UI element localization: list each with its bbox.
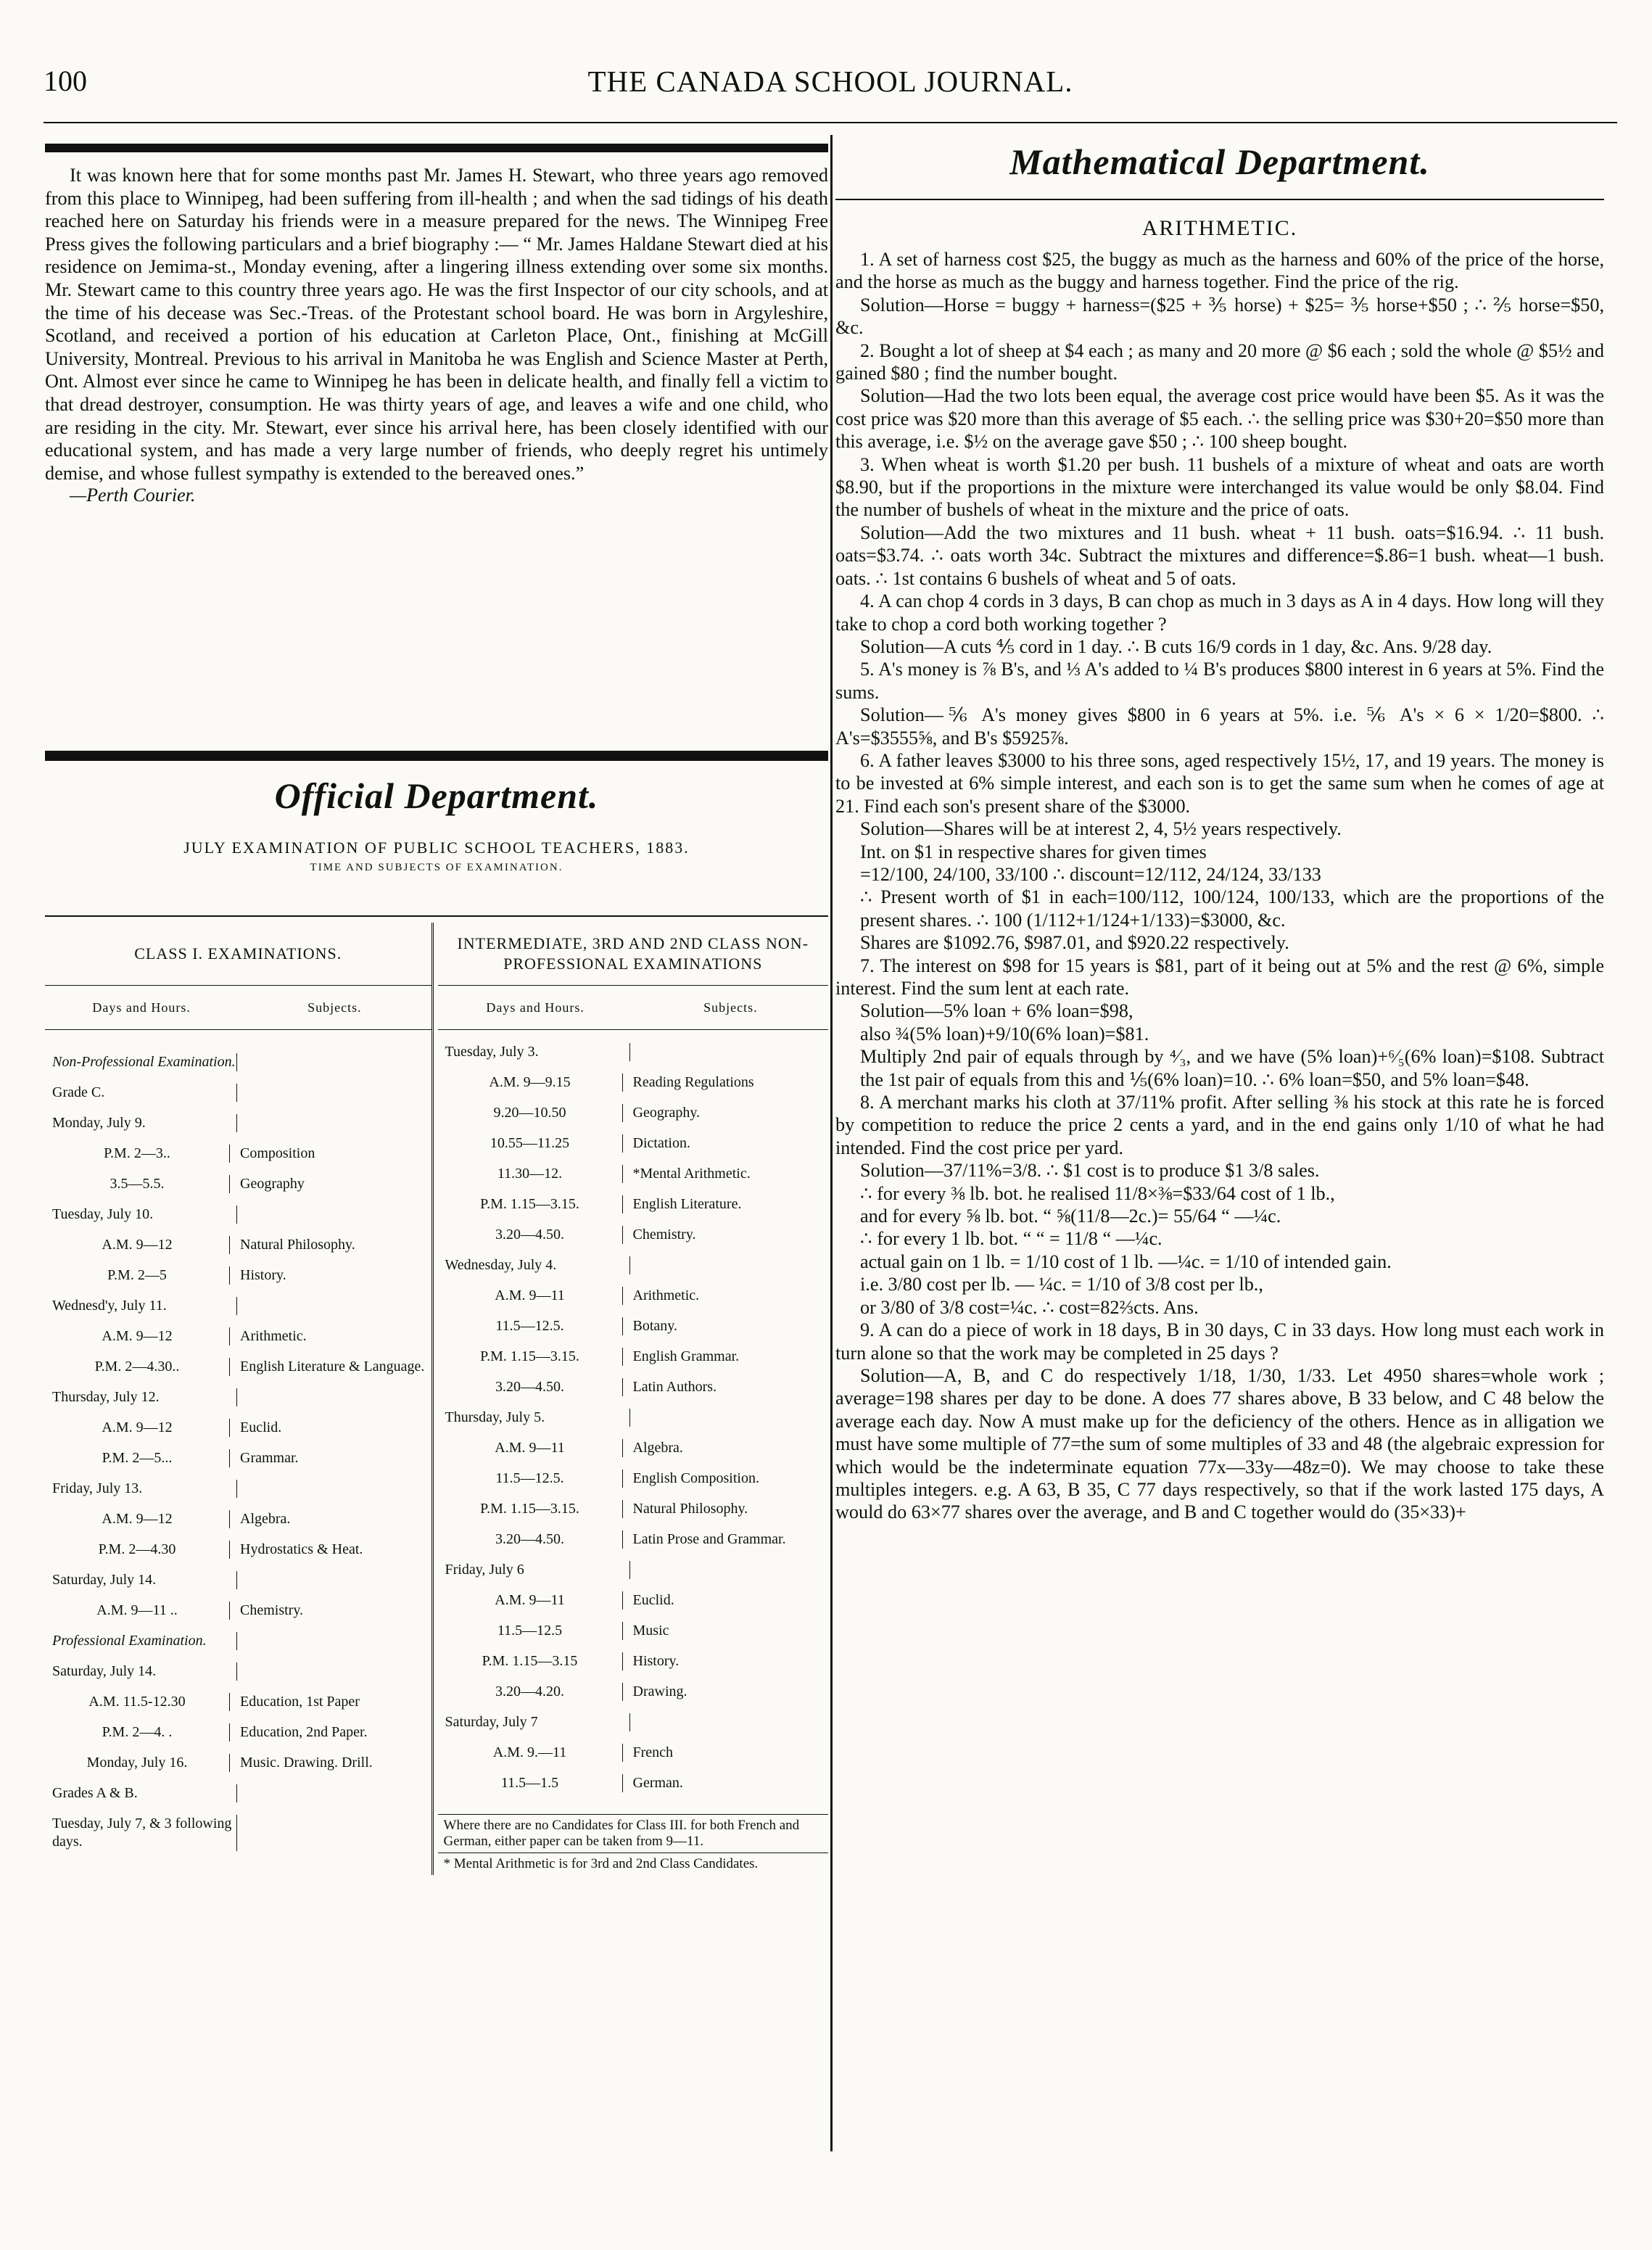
math-paragraph: Solution—Horse = buggy + harness=($25 + ⅗ horse) + $25= ⅗ horse+$50 ; ∴ ⅖ horse=$50, &c. xyxy=(835,294,1604,339)
timetable-subject xyxy=(236,1480,431,1498)
timetable-subject: Arithmetic. xyxy=(622,1287,828,1305)
timetable-row xyxy=(45,1693,431,1711)
timetable-subject: Algebra. xyxy=(622,1439,828,1457)
timetable-day-hour: 11.5—12.5. xyxy=(495,1470,564,1486)
timetable-day-hour: A.M. 9—12 xyxy=(102,1419,173,1435)
arithmetic-heading: ARITHMETIC. xyxy=(1141,216,1298,240)
timetable-day-hour: Thursday, July 12. xyxy=(52,1389,160,1405)
math-paragraph: actual gain on 1 lb. = 1/10 cost of 1 lb. —¼c. = 1/10 of intended gain. xyxy=(860,1250,1392,1272)
math-paragraph: Solution—⅚ A's money gives $800 in 6 years at 5%. i.e. ⅚ A's × 6 × 1/20=$800. ∴ A's=$3555⅝, and B's $5925⅞. xyxy=(835,704,1604,749)
timetable-day-hour: A.M. 9—12 xyxy=(102,1511,173,1527)
timetable-day-hour: Saturday, July 7 xyxy=(445,1714,538,1730)
obituary-top-rule xyxy=(45,144,828,152)
timetable-day-hour: P.M. 2—3.. xyxy=(104,1145,170,1161)
timetable-row xyxy=(438,1713,828,1731)
class-one-rows xyxy=(45,1030,431,1851)
timetable-row xyxy=(45,1327,431,1346)
math-paragraph: 2. Bought a lot of sheep at $4 each ; as many and 20 more @ $6 each ; sold the whole @ $5½ and gained $80 ; find the number bought. xyxy=(835,339,1604,384)
timetable-day-hour: A.M. 9—12 xyxy=(102,1237,173,1253)
math-paragraph: ∴ for every ⅜ lb. bot. he realised 11/8×⅜=$33/64 cost of 1 lb., xyxy=(860,1182,1335,1204)
timetable-subject: Reading Regulations xyxy=(622,1074,828,1092)
timetable-row xyxy=(45,1784,431,1802)
official-rule xyxy=(45,915,828,917)
obituary-source: —Perth Courier. xyxy=(70,485,196,506)
timetable-subject xyxy=(236,1297,431,1315)
timetable-day-hour: P.M. 2—5... xyxy=(102,1450,173,1466)
timetable-day-hour: A.M. 9—11 xyxy=(495,1592,565,1608)
timetable-day-hour: A.M. 9—11 xyxy=(495,1287,565,1303)
timetable-row xyxy=(438,1652,828,1670)
obituary-text: It was known here that for some months past Mr. James H. Stewart, who three years ago removed from this place to Winnipeg, had been suffering from ill-health ; and when the sad tidings of his death reached here on Saturday his friends were in a measure prepared for the news. The Winnipeg Free Press gives the following particulars and a brief biography :— “ Mr. James Haldane Stewart died at his residence on Jemima-st., Monday evening, after a lingering illness extending over some six months. Mr. Stewart came to this country three years ago. He was the first Inspector of our city schools, and at the time of his decease was Sec.-Treas. of the Protestant school board. He was born in Argyleshire, Scotland, and received a portion of his education at Carleton Place, Ont., finishing at McGill University, Montreal. Previous to his arrival in Manitoba he was English and Science Master at Perth, Ont. Almost ever since he came to Winnipeg he has been in delicate health, and finally fell a victim to that dread destroyer, consumption. He was thirty years of age, and leaves a wife and one child, who are residing in the city. Mr. Stewart, ever since his arrival here, has been closely identified with our educational system, and has made a very large number of friends, who deeply regret his untimely demise, and whose fullest sympathy is extended to the bereaved ones.” xyxy=(45,165,828,484)
math-paragraph: 1. A set of harness cost $25, the buggy as much as the harness and 60% of the price of the horse, and the horse as much as the buggy and harness together. Find the price of the rig. xyxy=(835,249,1604,293)
obituary-body xyxy=(45,164,828,485)
math-paragraph: also ¾(5% loan)+9/10(6% loan)=$81. xyxy=(860,1023,1149,1044)
timetable-subject: Composition xyxy=(229,1145,431,1163)
days-hours-heading: Days and Hours. xyxy=(486,1000,585,1015)
timetable-row xyxy=(438,1195,828,1213)
obituary-bottom-rule xyxy=(45,751,828,761)
exam-note: Where there are no Candidates for Class III. for both French and German, either paper can be taken from 9—11. xyxy=(438,1814,828,1853)
timetable-subject: Euclid. xyxy=(622,1591,828,1610)
class-one-column-heads xyxy=(45,986,431,1030)
timetable-subject: Education, 2nd Paper. xyxy=(229,1723,431,1742)
timetable-subject: Natural Philosophy. xyxy=(622,1500,828,1518)
timetable-day-hour: 11.5—1.5 xyxy=(500,1775,559,1791)
timetable-row xyxy=(438,1409,828,1427)
timetable-day-hour: P.M. 1.15—3.15. xyxy=(480,1348,579,1364)
math-title-rule xyxy=(835,199,1604,200)
timetable-day-hour: Wednesday, July 4. xyxy=(445,1257,557,1273)
timetable-day-hour: 10.55—11.25 xyxy=(490,1135,570,1151)
page-header xyxy=(44,64,1617,107)
timetable-subject xyxy=(236,1815,431,1851)
math-paragraph: i.e. 3/80 cost per lb. — ¼c. = 1/10 of 3/8 cost per lb., xyxy=(860,1274,1263,1295)
page-number: 100 xyxy=(44,65,87,97)
timetable-subject: English Literature. xyxy=(622,1195,828,1213)
timetable-row xyxy=(438,1439,828,1457)
math-paragraph: Solution—A cuts ⅘ cord in 1 day. ∴ B cuts 16/9 cords in 1 day, &c. Ans. 9/28 day. xyxy=(860,635,1492,657)
timetable-row xyxy=(45,1206,431,1224)
timetable-row xyxy=(438,1561,828,1579)
timetable-row xyxy=(45,1449,431,1467)
timetable-subject: Botany. xyxy=(622,1317,828,1335)
timetable-day-hour: 11.5—12.5 xyxy=(497,1623,563,1639)
timetable-subject: History. xyxy=(229,1266,431,1285)
timetable-subject: Grammar. xyxy=(229,1449,431,1467)
timetable-subject xyxy=(629,1713,828,1731)
timetable-row xyxy=(45,1358,431,1376)
timetable-day-hour: P.M. 2—4. . xyxy=(102,1724,173,1740)
journal-title: THE CANADA SCHOOL JOURNAL. xyxy=(587,65,1073,98)
timetable-subject: Music. Drawing. Drill. xyxy=(229,1754,431,1772)
math-paragraph: 3. When wheat is worth $1.20 per bush. 11 bushels of a mixture of wheat and oats are worth $8.90, but if the proportions in the mixture were interchanged its value would be only $8.04. Find the number of bushels of wheat in the mixture and the price of oats. xyxy=(835,453,1604,521)
timetable-row xyxy=(45,1053,431,1071)
math-department xyxy=(835,135,1604,1524)
timetable-day-hour: A.M. 9.—11 xyxy=(492,1744,567,1760)
timetable-row xyxy=(45,1632,431,1650)
timetable-subject xyxy=(236,1206,431,1224)
intermediate-rows xyxy=(438,1030,828,1792)
timetable-subject: French xyxy=(622,1744,828,1762)
timetable-subject xyxy=(629,1256,828,1274)
timetable-day-hour: 11.30—12. xyxy=(497,1166,563,1182)
timetable-subject xyxy=(629,1561,828,1579)
timetable-subject: Natural Philosophy. xyxy=(229,1236,431,1254)
math-paragraph: =12/100, 24/100, 33/100 ∴ discount=12/112, 24/124, 33/133 xyxy=(860,863,1321,885)
timetable-row xyxy=(45,1084,431,1102)
math-paragraph: Solution—Had the two lots been equal, the average cost price would have been $5. As it was the cost price was $20 more than this average of $5 each. ∴ the selling price was $30+20=$50 more than this average, i.e. $½ on the average gave $50 ; ∴ 100 sheep bought. xyxy=(835,385,1604,453)
math-paragraph: Int. on $1 in respective shares for given times xyxy=(860,841,1207,862)
timetable-row xyxy=(438,1774,828,1792)
timetable-day-hour: A.M. 9—11 .. xyxy=(96,1602,178,1618)
timetable-day-hour: A.M. 9—12 xyxy=(102,1328,173,1344)
timetable-subject: Chemistry. xyxy=(622,1226,828,1244)
timetable-day-hour: Professional Examination. xyxy=(52,1633,207,1649)
timetable-row xyxy=(45,1114,431,1132)
timetable-row xyxy=(438,1074,828,1092)
timetable-subject: Hydrostatics & Heat. xyxy=(229,1541,431,1559)
timetable-subject: Drawing. xyxy=(622,1683,828,1701)
math-paragraph: Solution—A, B, and C do respectively 1/18, 1/30, 1/33. Let 4950 shares=whole work ; average=198 shares per day to be done. A does 77 shares above, B 33 below, and C 48 below the average each day. Now A must make up for the deficiency of the others. Hence as in alligation we must have some multiple of 77=the sum of some multiples of 33 and 48 (the algebraic expression for which would be the indeterminate equation 77x—33y—48z=0). We may choose to take these multiples integers. e.g. A 63, B 35, C 77 days respectively, so that if the work lasted 175 days, A would do 63×77 shares over the average, and B and C together would do (35×33)+ xyxy=(835,1364,1604,1523)
timetable-row xyxy=(45,1510,431,1528)
timetable-row xyxy=(438,1226,828,1244)
math-paragraph: and for every ⅝ lb. bot. “ ⅝(11/8—2c.)= 55/64 “ —¼c. xyxy=(860,1206,1281,1227)
timetable-row xyxy=(45,1145,431,1163)
class-one-exams xyxy=(45,923,434,1875)
timetable-subject xyxy=(629,1043,828,1061)
math-paragraph: Solution—Add the two mixtures and 11 bush. wheat + 11 bush. oats=$16.94. ∴ 11 bush. oats=$3.74. ∴ oats worth 34c. Subtract the mixtures and difference=$.86=1 bush. wheat—1 bush. oats. ∴ 1st contains 6 bushels of wheat and 5 of oats. xyxy=(835,522,1604,589)
timetable-row xyxy=(45,1602,431,1620)
math-paragraph: 8. A merchant marks his cloth at 37/11% profit. After selling ⅜ his stock at this rate he is forced by competition to reduce the price 2 cents a yard, and in the end gains only 1/10 of what he had intended. Find the cost price per yard. xyxy=(835,1092,1604,1158)
timetable-row xyxy=(438,1530,828,1549)
subjects-heading: Subjects. xyxy=(703,1000,758,1015)
timetable-day-hour: P.M. 2—4.30.. xyxy=(94,1359,180,1375)
timetable-subject: Latin Prose and Grammar. xyxy=(622,1530,828,1549)
math-paragraph: ∴ for every 1 lb. bot. “ “ = 11/8 “ —¼c. xyxy=(860,1228,1162,1250)
timetable-row xyxy=(438,1134,828,1153)
math-title: Mathematical Department. xyxy=(1009,141,1430,182)
timetable-row xyxy=(438,1256,828,1274)
timetable-day-hour: Tuesday, July 7, & 3 following days. xyxy=(52,1816,232,1850)
timetable-row xyxy=(45,1480,431,1498)
timetable-day-hour: Saturday, July 14. xyxy=(52,1572,157,1588)
math-paragraph: 5. A's money is ⅞ B's, and ⅓ A's added to ¼ B's produces $800 interest in 6 years at 5%. Find the sums. xyxy=(835,659,1604,703)
timetable-day-hour: P.M. 1.15—3.15. xyxy=(480,1501,579,1517)
timetable-day-hour: 3.20—4.50. xyxy=(495,1531,565,1547)
timetable-row xyxy=(438,1348,828,1366)
timetable-subject: Algebra. xyxy=(229,1510,431,1528)
subjects-heading: Subjects. xyxy=(307,1000,362,1015)
timetable-day-hour: 3.20—4.50. xyxy=(495,1379,565,1395)
timetable-row xyxy=(438,1287,828,1305)
timetable-row xyxy=(438,1165,828,1183)
timetable-day-hour: Monday, July 9. xyxy=(52,1115,146,1131)
math-paragraph: Solution—5% loan + 6% loan=$98, xyxy=(860,1000,1133,1022)
timetable-subject xyxy=(236,1388,431,1406)
math-paragraph: 9. A can do a piece of work in 18 days, B in 30 days, C in 33 days. How long must each work in turn alone so that the work may be completed in 25 days ? xyxy=(835,1319,1604,1364)
timetable-subject: Euclid. xyxy=(229,1419,431,1437)
timetable-day-hour: Tuesday, July 10. xyxy=(52,1206,154,1222)
timetable-row xyxy=(438,1317,828,1335)
timetable-day-hour: 11.5—12.5. xyxy=(495,1318,564,1334)
header-rule xyxy=(44,122,1617,123)
timetable-day-hour: Wednesd'y, July 11. xyxy=(52,1298,167,1314)
math-paragraph: Multiply 2nd pair of equals through by ⁴⁄₃, and we have (5% loan)+⁶⁄₅(6% loan)=$108. Subtract the 1st pair of equals from this and ⅕(6% loan)=10. ∴ 6% loan=$50, and 5% loan=$48. xyxy=(860,1046,1604,1090)
timetable-subject: English Grammar. xyxy=(622,1348,828,1366)
timetable-day-hour: Friday, July 6 xyxy=(445,1562,524,1578)
timetable-day-hour: P.M. 2—5 xyxy=(107,1267,167,1283)
timetable-row xyxy=(45,1175,431,1193)
timetable-subject xyxy=(236,1084,431,1102)
timetable-day-hour: Friday, July 13. xyxy=(52,1480,143,1496)
timetable-day-hour: A.M. 9—11 xyxy=(495,1440,565,1456)
timetable-row xyxy=(438,1683,828,1701)
timetable-row xyxy=(45,1571,431,1589)
timetable-row xyxy=(45,1541,431,1559)
timetable-row xyxy=(438,1378,828,1396)
timetable-day-hour: Saturday, July 14. xyxy=(52,1663,157,1679)
column-divider xyxy=(830,135,833,2151)
timetable-day-hour: P.M. 1.15—3.15 xyxy=(482,1653,578,1669)
timetable-row xyxy=(438,1591,828,1610)
timetable-row xyxy=(438,1622,828,1640)
timetable-row xyxy=(45,1815,431,1851)
obituary-article xyxy=(45,164,828,506)
timetable-row xyxy=(45,1662,431,1681)
timetable-day-hour: Non-Professional Examination. xyxy=(52,1054,236,1070)
math-paragraph: or 3/80 of 3/8 cost=¼c. ∴ cost=82⅔cts. Ans. xyxy=(860,1296,1199,1318)
timetable-subject xyxy=(236,1632,431,1650)
math-paragraph: Solution—37/11%=3/8. ∴ $1 cost is to produce $1 3/8 sales. xyxy=(860,1160,1320,1182)
math-paragraph: Shares are $1092.76, $987.01, and $920.22 respectively. xyxy=(860,932,1289,954)
timetable-row xyxy=(45,1388,431,1406)
timetable-row xyxy=(438,1043,828,1061)
days-hours-heading: Days and Hours. xyxy=(92,1000,191,1015)
timetable-subject: Geography. xyxy=(622,1104,828,1122)
timetable-subject: Dictation. xyxy=(622,1134,828,1153)
timetable-subject: Music xyxy=(622,1622,828,1640)
timetable-subject: English Literature & Language. xyxy=(229,1358,431,1376)
timetable-day-hour: 3.20—4.20. xyxy=(495,1684,565,1699)
official-subtitle: JULY EXAMINATION OF PUBLIC SCHOOL TEACHERS, 1883. xyxy=(183,838,690,857)
timetable-subject: Geography xyxy=(229,1175,431,1193)
timetable-day-hour: Thursday, July 5. xyxy=(445,1409,545,1425)
timetable-row xyxy=(45,1266,431,1285)
timetable-day-hour: P.M. 2—4.30 xyxy=(98,1541,176,1557)
timetable-subject: Chemistry. xyxy=(229,1602,431,1620)
timetable-subject: English Composition. xyxy=(622,1470,828,1488)
timetable-day-hour: A.M. 9—9.15 xyxy=(489,1074,571,1090)
timetable-day-hour: A.M. 11.5-12.30 xyxy=(88,1694,186,1710)
timetable-row xyxy=(45,1297,431,1315)
intermediate-heading: INTERMEDIATE, 3RD AND 2ND CLASS NON-PROFESSIONAL EXAMINATIONS xyxy=(438,923,828,986)
math-paragraph: Solution—Shares will be at interest 2, 4, 5½ years respectively. xyxy=(860,818,1342,840)
timetable-row xyxy=(438,1470,828,1488)
timetable-subject: German. xyxy=(622,1774,828,1792)
timetable-row xyxy=(45,1754,431,1772)
timetable-subject: Education, 1st Paper xyxy=(229,1693,431,1711)
timetable-day-hour: Monday, July 16. xyxy=(86,1755,188,1771)
timetable-subject xyxy=(236,1662,431,1681)
timetable-subject: *Mental Arithmetic. xyxy=(622,1165,828,1183)
timetable-subject: Latin Authors. xyxy=(622,1378,828,1396)
class-one-heading: CLASS I. EXAMINATIONS. xyxy=(45,923,431,986)
timetable-subject xyxy=(629,1409,828,1427)
timetable-subject: Arithmetic. xyxy=(229,1327,431,1346)
timetable-row xyxy=(45,1419,431,1437)
timetable-day-hour: 3.20—4.50. xyxy=(495,1227,565,1243)
timetable-row xyxy=(45,1236,431,1254)
official-department xyxy=(45,775,828,877)
math-paragraph: ∴ Present worth of $1 in each=100/112, 100/124, 100/133, which are the proportions of the present shares. ∴ 100 (1/112+1/124+1/133)=$3000, &c. xyxy=(860,886,1604,931)
timetable-row xyxy=(438,1104,828,1122)
official-title: Official Department. xyxy=(274,775,599,816)
timetable-row xyxy=(438,1744,828,1762)
timetable-day-hour: Grade C. xyxy=(52,1084,105,1100)
mental-arithmetic-note: * Mental Arithmetic is for 3rd and 2nd Class Candidates. xyxy=(438,1853,828,1875)
intermediate-exams xyxy=(434,923,828,1875)
timetable-subject xyxy=(236,1784,431,1802)
timetable-row xyxy=(45,1723,431,1742)
math-paragraph: 7. The interest on $98 for 15 years is $81, part of it being out at 5% and the rest @ 6%, simple interest. Find the sum lent at each rate. xyxy=(835,955,1604,999)
timetable-day-hour: Grades A & B. xyxy=(52,1785,138,1801)
timetable-row xyxy=(438,1500,828,1518)
intermediate-column-heads xyxy=(438,986,828,1030)
timetable-subject xyxy=(236,1053,431,1071)
official-subsubtitle: TIME AND SUBJECTS OF EXAMINATION. xyxy=(310,862,563,873)
timetable-day-hour: P.M. 1.15—3.15. xyxy=(480,1196,579,1212)
math-paragraph: 6. A father leaves $3000 to his three sons, aged respectively 15½, 17, and 19 years. The money is to be invested at 6% simple interest, and each son is to get the same sum when he comes of age at 21. Find each son's present share of the $3000. xyxy=(835,749,1604,817)
timetable-day-hour: 3.5—5.5. xyxy=(110,1176,165,1192)
timetable-day-hour: Tuesday, July 3. xyxy=(445,1044,539,1060)
timetable-subject xyxy=(236,1114,431,1132)
math-problems xyxy=(835,248,1604,1524)
exam-timetable xyxy=(45,923,828,1875)
timetable-subject: History. xyxy=(622,1652,828,1670)
math-paragraph: 4. A can chop 4 cords in 3 days, B can chop as much in 3 days as A in 4 days. How long will they take to chop a cord both working together ? xyxy=(835,590,1604,635)
timetable-day-hour: 9.20—10.50 xyxy=(493,1105,566,1121)
timetable-subject xyxy=(236,1571,431,1589)
